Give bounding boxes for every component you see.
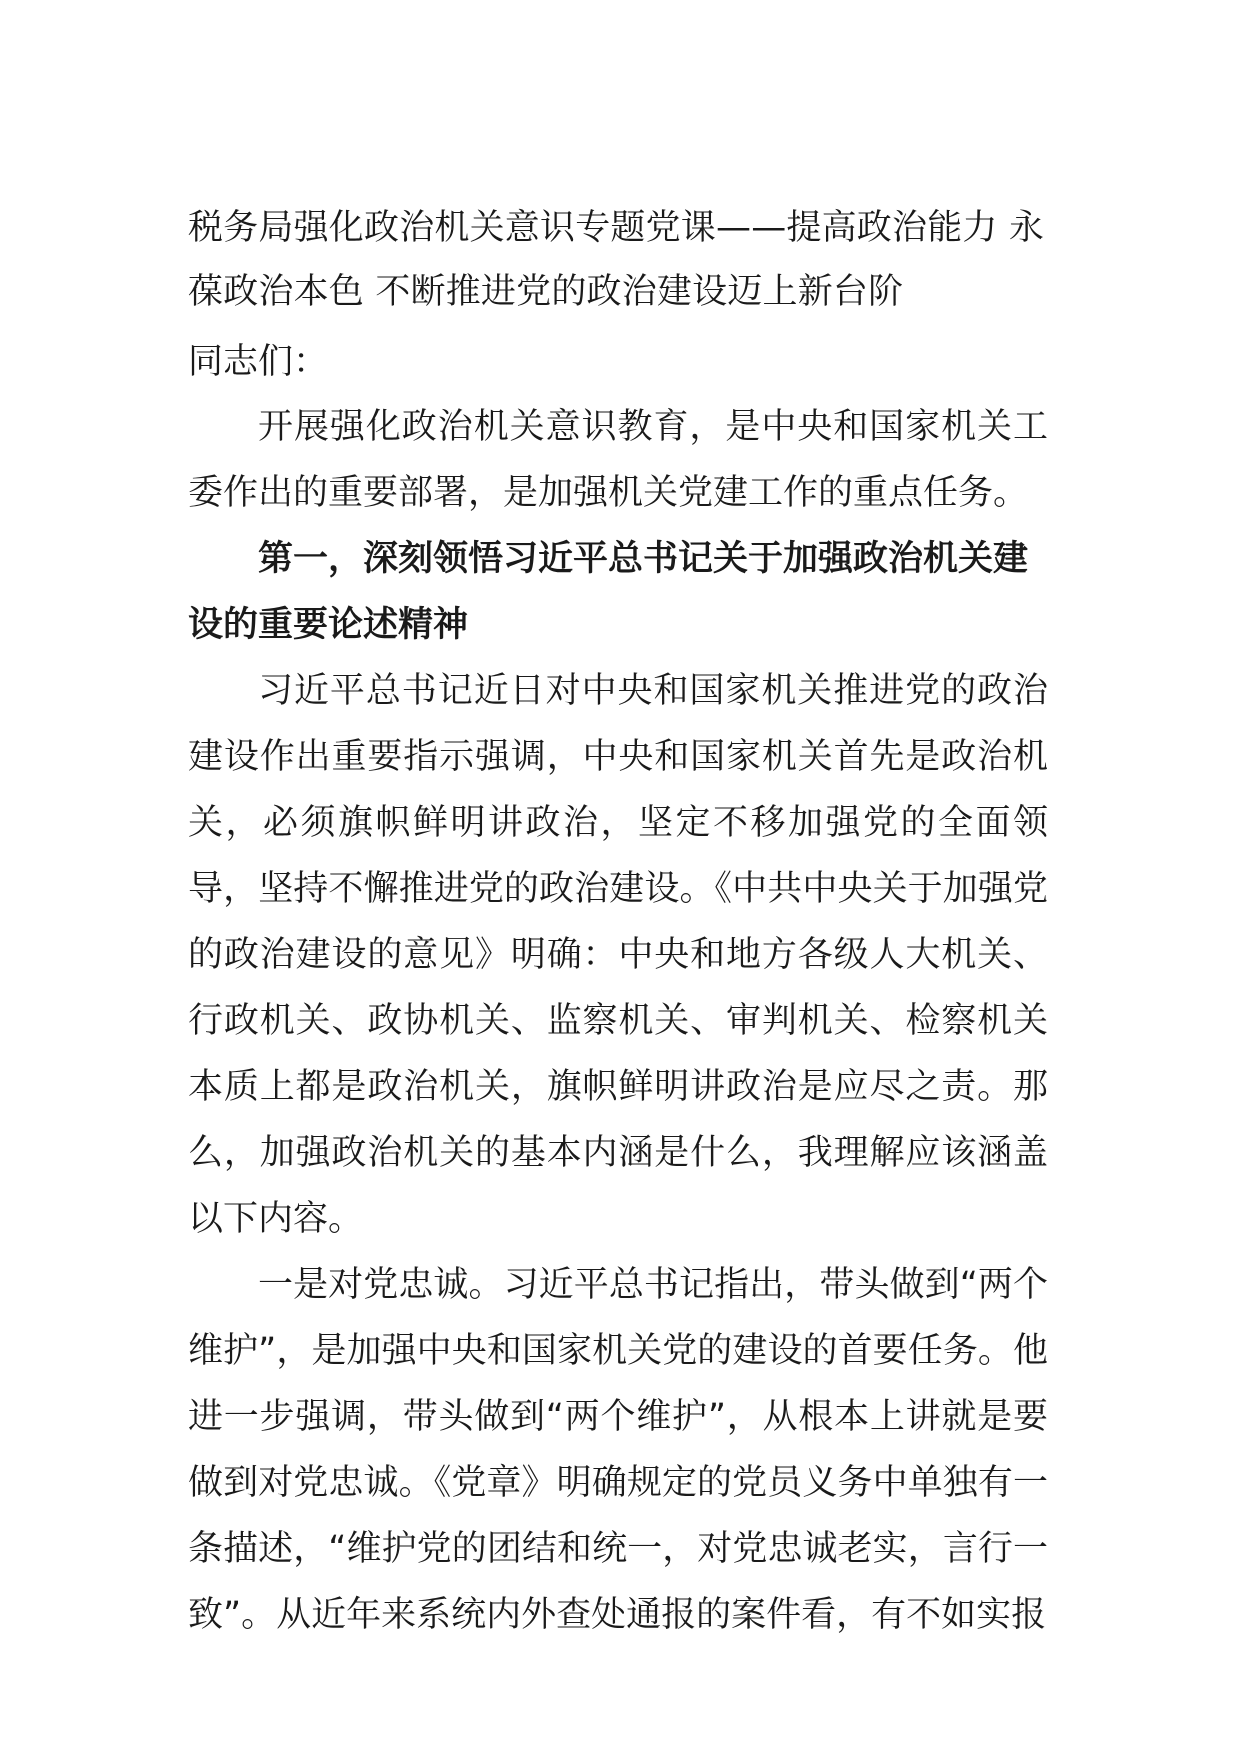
paragraph-loyalty: 一是对党忠诚。习近平总书记指出，带头做到“两个维护”，是加强中央和国家机关党的建设的首要任务。他进一步强调，带头做到“两个维护”，从根本上讲就是要做到对党忠诚。《党章》明确规定的党员义务中单独有一条描述，“维护党的团结和统一，对党忠诚老实，言行一致”。从近年来系统内外查处通报的案件看，有不如实报 <box>188 1265 1048 1635</box>
document-body <box>188 196 1048 1648</box>
greeting: 同志们： <box>188 342 329 382</box>
paragraph-intro: 开展强化政治机关意识教育，是中央和国家机关工委作出的重要部署，是加强机关党建工作的重点任务。 <box>188 407 1048 513</box>
document-title: 税务局强化政治机关意识专题党课——提高政治能力 永葆政治本色 不断推进党的政治建设迈上新台阶 <box>188 208 1045 312</box>
section-heading-first: 第一，深刻领悟习近平总书记关于加强政治机关建设的重要论述精神 <box>188 539 1029 645</box>
paragraph-body: 习近平总书记近日对中央和国家机关推进党的政治建设作出重要指示强调，中央和国家机关首先是政治机关，必须旗帜鲜明讲政治，坚定不移加强党的全面领导，坚持不懈推进党的政治建设。《中共中央关于加强党的政治建设的意见》明确：中央和地方各级人大机关、行政机关、政协机关、监察机关、审判机关、检察机关本质上都是政治机关，旗帜鲜明讲政治是应尽之责。那么，加强政治机关的基本内涵是什么，我理解应该涵盖以下内容。 <box>188 671 1048 1239</box>
